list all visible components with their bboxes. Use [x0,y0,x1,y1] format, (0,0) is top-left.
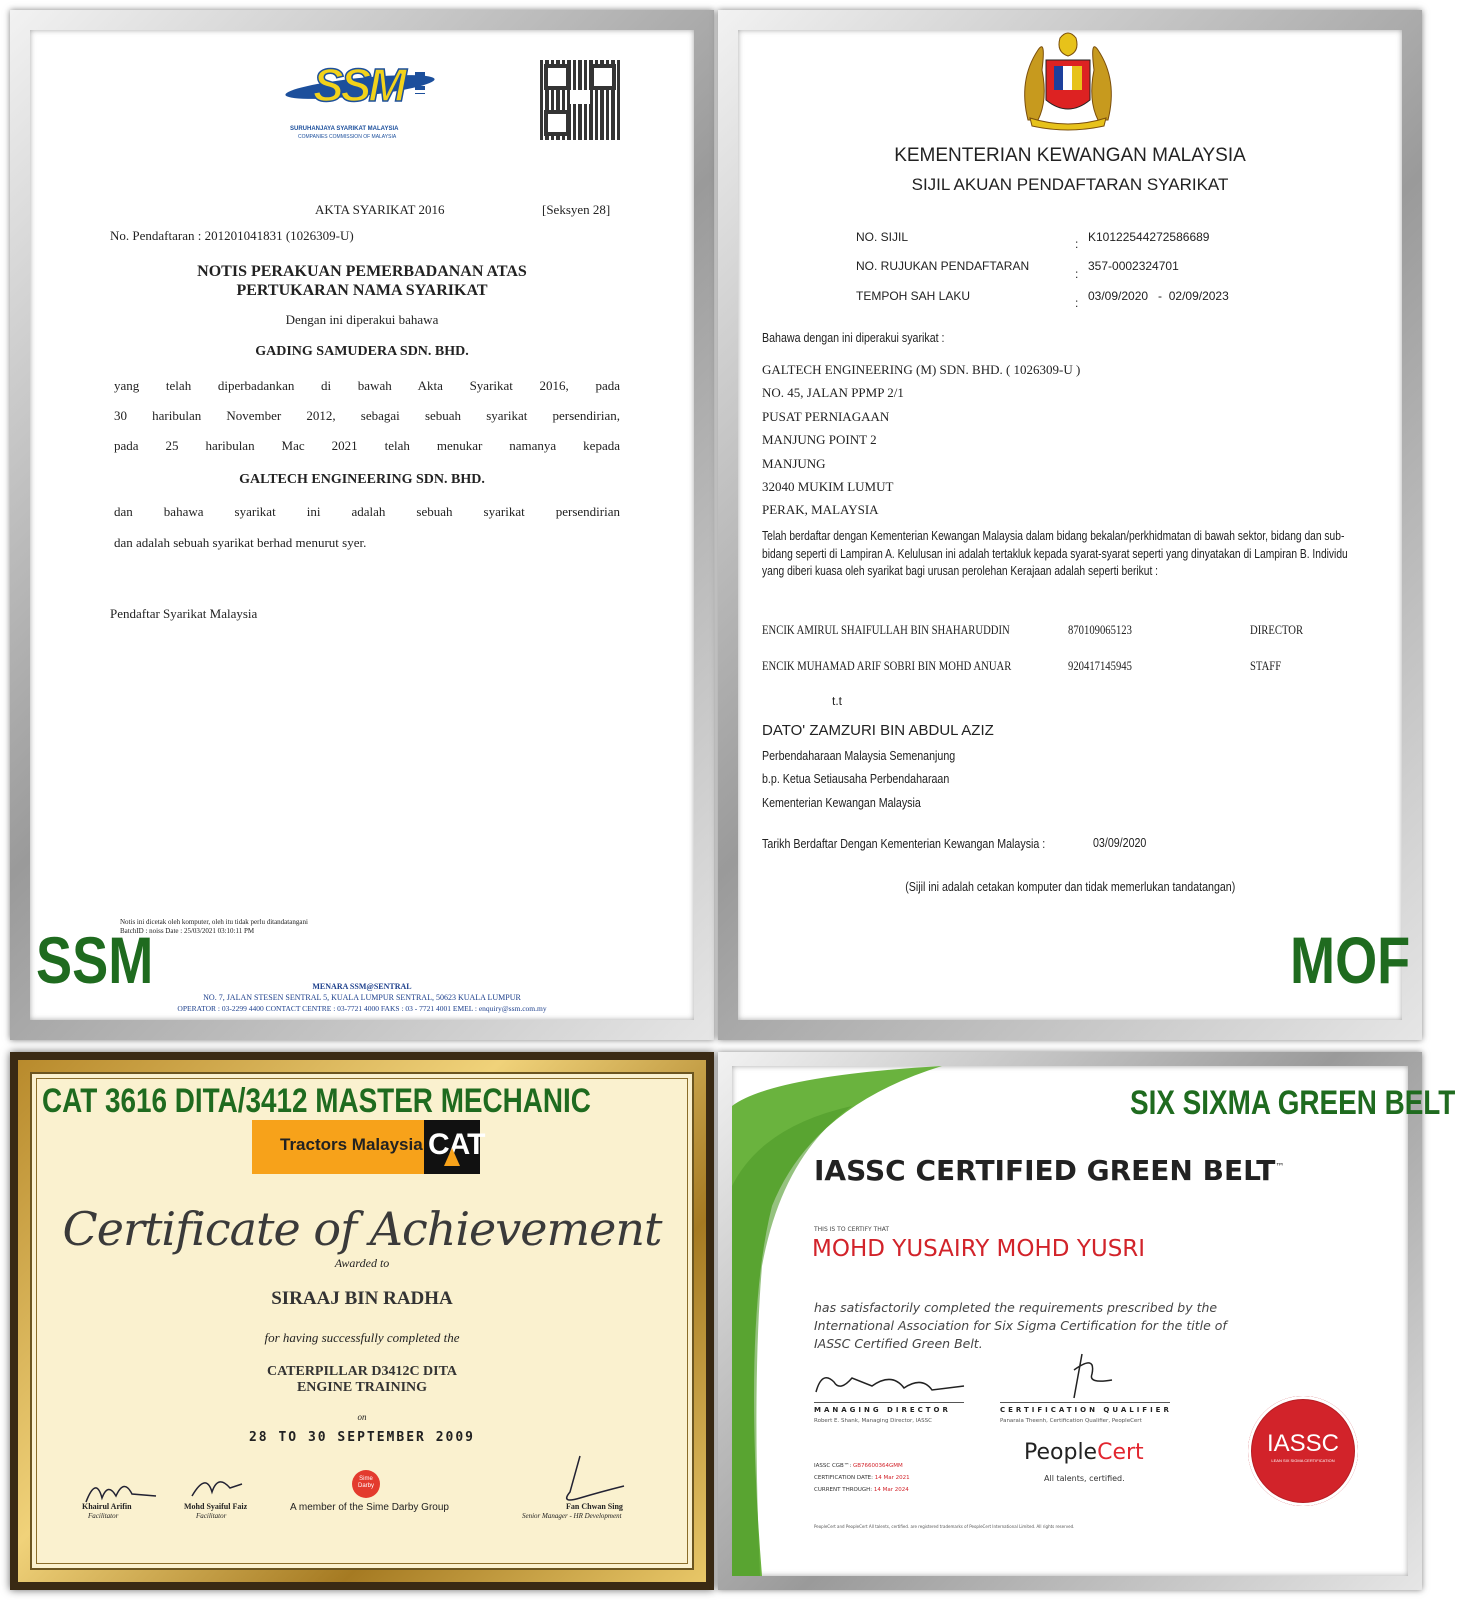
field-validity-label: TEMPOH SAH LAKU [856,289,971,303]
registration-number: No. Pendaftaran : 201201041831 (1026309-U) [110,228,354,243]
computer-note-1: Notis ini dicetak oleh komputer, oleh itu tidak perlu ditandatangani [120,918,308,926]
course-line-2: ENGINE TRAINING [296,1380,428,1395]
meta-label: CERTIFICATION DATE: [814,1475,874,1481]
field-colons: : : : [1075,237,1079,310]
managing-director-signature [812,1366,972,1402]
ministry-name: KEMENTERIAN KEWANGAN MALAYSIA [894,145,1246,166]
person-1-id: 870109065123 [1068,622,1132,637]
certificate-title: SIJIL AKUAN PENDAFTARAN SYARIKAT [911,175,1229,194]
qr-code [540,60,620,140]
meta-label: CURRENT THROUGH: [814,1487,873,1493]
signature-3 [540,1452,630,1508]
field-ref-value: 357-0002324701 [1088,259,1179,273]
managing-director-sub: Robert E. Shank, Managing Director, IASSC [814,1418,932,1424]
signatory-line-3: Kementerian Kewangan Malaysia [762,795,921,810]
certify-text: Dengan ini diperakui bahawa [285,312,439,327]
body-line-4: dan bahawa syarikat ini adalah sebuah syarikat persendirian [114,504,620,519]
reg-date-value: 03/09/2020 [1093,835,1147,850]
course-line-1: CATERPILLAR D3412C DITA [266,1364,458,1379]
company-address [762,358,1080,522]
ssm-logo-sub1: SURUHANJAYA SYARIKAT MALAYSIA [290,126,399,132]
completed-text: for having successfully completed the [264,1330,460,1345]
field-cert-no-label: NO. SIJIL [856,230,909,244]
address-line: NO. 45, JALAN PPMP 2/1 [762,385,904,401]
ssm-logo-sub2: COMPANIES COMMISSION OF MALAYSIA [298,134,397,140]
address-line: MANJUNG [762,455,826,471]
cat-logo-triangle [444,1148,460,1166]
iassc-seal-sub: LEAN SIX SIGMA CERTIFICATION [1271,1458,1335,1463]
ssm-logo-dots [415,72,425,94]
signature-2 [186,1470,246,1506]
peoplecert-tagline: All talents, certified. [1044,1474,1125,1483]
computer-note-2: BatchID : noiss Date : 25/03/2021 03:10:11 PM [120,927,255,935]
iassc-seal-text: IASSC [1266,1430,1340,1457]
address-line: PUSAT PERNIAGAAN [762,408,890,424]
notice-title-1: NOTIS PERAKUAN PEMERBADANAN ATAS [197,263,527,280]
cat-certificate [10,1052,714,1590]
signatory-name: DATO' ZAMZURI BIN ABDUL AZIZ [762,722,994,739]
section-label: [Seksyen 28] [542,202,611,217]
meta-value: 14 Mar 2024 [873,1487,909,1493]
iassc-sheet [732,1066,1408,1576]
person-2-name: ENCIK MUHAMAD ARIF SOBRI BIN MOHD ANUAR [762,658,1012,673]
ssm-logo [285,58,445,120]
person-2-role: STAFF [1250,658,1282,673]
description-line-3: IASSC Certified Green Belt. [814,1336,983,1351]
signatory-line-2: b.p. Ketua Setiausaha Perbendaharaan [762,771,950,786]
meta-row [814,1472,910,1484]
description-line-1: has satisfactorily completed the requirements prescribed by the [814,1300,1218,1315]
registration-paragraph: Telah berdaftar dengan Kementerian Kewangan Malaysia dalam bidang bekalan/perkhidmatan di bawah sektor, bidang dan sub-bidang seperti di Lampiran A. Kelulusan ini adalah tertakluk kepada syarat-syarat seperti yang dinyatakan di Lampiran B. Individu yang diberi kuasa oleh syarikat bagi urusan perolehan Kerajaan adalah seperti berikut : [762,529,1348,578]
managing-director-label: MANAGING DIRECTOR [814,1406,951,1414]
signatory-3-role: Senior Manager - HR Development [522,1512,622,1520]
certify-caption: THIS IS TO CERTIFY THAT [814,1226,890,1233]
field-validity-value: 03/09/2020 - 02/09/2023 [1088,289,1229,303]
signature-line-1 [814,1402,964,1403]
signatory-2-role: Facilitator [196,1512,227,1520]
malaysia-crest-icon [1008,30,1128,130]
qualifier-label: CERTIFICATION QUALIFIER [1000,1406,1172,1414]
on-text: on [357,1412,367,1422]
mof-tag: MOF [1290,923,1411,997]
iassc-tag: SIX SIXMA GREEN BELT [1130,1084,1456,1122]
intro-text: Bahawa dengan ini diperakui syarikat : [762,330,945,345]
registrar-title: Pendaftar Syarikat Malaysia [110,606,258,621]
signatory-1-role: Facilitator [88,1512,119,1520]
footer-address: NO. 7, JALAN STESEN SENTRAL 5, KUALA LUMPUR SENTRAL, 50623 KUALA LUMPUR [203,993,521,1002]
computer-print-note: (Sijil ini adalah cetakan komputer dan tidak memerlukan tandatangan) [904,879,1236,894]
reg-date-label: Tarikh Berdaftar Dengan Kementerian Kewangan Malaysia : [762,836,1046,851]
iassc-title-text: IASSC CERTIFIED GREEN BELT [814,1154,1276,1187]
certificate-heading: Certificate of Achievement [62,1202,662,1256]
notice-title-2: PERTUKARAN NAMA SYARIKAT [236,282,488,299]
address-line: PERAK, MALAYSIA [762,502,879,518]
address-line: GALTECH ENGINEERING (M) SDN. BHD. ( 1026309-U ) [762,362,1081,377]
person-1-name: ENCIK AMIRUL SHAIFULLAH BIN SHAHARUDDIN [762,622,1010,637]
meta-row [814,1484,910,1496]
ssm-sheet [30,30,694,1020]
act-title: AKTA SYARIKAT 2016 [315,202,445,217]
body-line-3: pada 25 haribulan Mac 2021 telah menukar namanya kepada [114,438,620,453]
footer-building: MENARA SSM@SENTRAL [312,982,412,991]
ssm-tag: SSM [36,923,154,997]
qualifier-signature [1052,1350,1132,1402]
training-dates: 28 TO 30 SEPTEMBER 2009 [248,1430,475,1445]
new-company-name: GALTECH ENGINEERING SDN. BHD. [239,472,485,487]
signatory-2-name: Mohd Syaiful Faiz [184,1502,248,1511]
old-company-name: GADING SAMUDERA SDN. BHD. [255,344,469,359]
ssm-logo-text: SSM [313,59,404,111]
recipient-name: MOHD YUSAIRY MOHD YUSRI [812,1236,1146,1262]
meta-value: GB76600364GMM [852,1463,903,1469]
sime-darby-logo-text: Sime Darby [357,1476,374,1489]
description-line-2: International Association for Six Sigma Certification for the title of [814,1318,1227,1333]
tt-mark: t.t [832,694,843,708]
trademark-note: PeopleCert and PeopleCert All talents, certified. are registered trademarks of PeopleCert International Limited. All rights reserved. [814,1524,1075,1529]
signatory-line-1: Perbendaharaan Malaysia Semenanjung [762,748,956,763]
signature-line-2 [1000,1402,1170,1403]
mof-certificate [718,10,1422,1040]
trademark-symbol: ™ [1275,1162,1285,1173]
field-ref-label: NO. RUJUKAN PENDAFTARAN [856,259,1030,273]
body-line-5: dan adalah sebuah syarikat berhad menurut syer. [114,535,367,550]
address-line: 32040 MUKIM LUMUT [762,479,894,495]
qualifier-sub: Panaraia Theenh, Certification Qualifier, PeopleCert [1000,1418,1142,1424]
iassc-title [814,1154,1284,1187]
signatory-1-name: Khairul Arifin [82,1502,132,1511]
peoplecert-logo [1024,1440,1144,1465]
awarded-to: Awarded to [334,1256,390,1270]
mof-sheet [738,30,1402,1020]
meta-row [814,1460,910,1472]
field-cert-no-value: K10122544272586689 [1088,230,1210,244]
cat-logo-text: CAT [428,1128,485,1161]
signatory-3-name: Fan Chwan Sing [566,1502,623,1511]
recipient-name: SIRAAJ BIN RADHA [271,1288,453,1309]
footer-contacts: OPERATOR : 03-2299 4400 CONTACT CENTRE : 03-7721 4000 FAKS : 03 - 7721 4001 EMEL : enquiry@ssm.com.my [177,1004,547,1013]
ssm-certificate [10,10,714,1040]
brand-name: Tractors Malaysia [280,1135,423,1154]
member-text: A member of the Sime Darby Group [290,1502,449,1513]
address-line: MANJUNG POINT 2 [762,432,877,448]
body-line-1: yang telah diperbadankan di bawah Akta Syarikat 2016, pada [114,378,620,393]
meta-value: 14 Mar 2021 [874,1475,910,1481]
iassc-certificate [718,1052,1456,1590]
meta-label: IASSC CGB™: [814,1463,852,1469]
body-line-2: 30 haribulan November 2012, sebagai sebuah syarikat persendirian, [114,408,620,423]
cert-meta [814,1460,910,1496]
peoplecert-people: People [1024,1440,1098,1465]
cat-tag: CAT 3616 DITA/3412 MASTER MECHANIC [42,1082,591,1120]
person-1-role: DIRECTOR [1250,622,1304,637]
peoplecert-cert: Cert [1097,1440,1144,1465]
person-2-id: 920417145945 [1068,658,1132,673]
